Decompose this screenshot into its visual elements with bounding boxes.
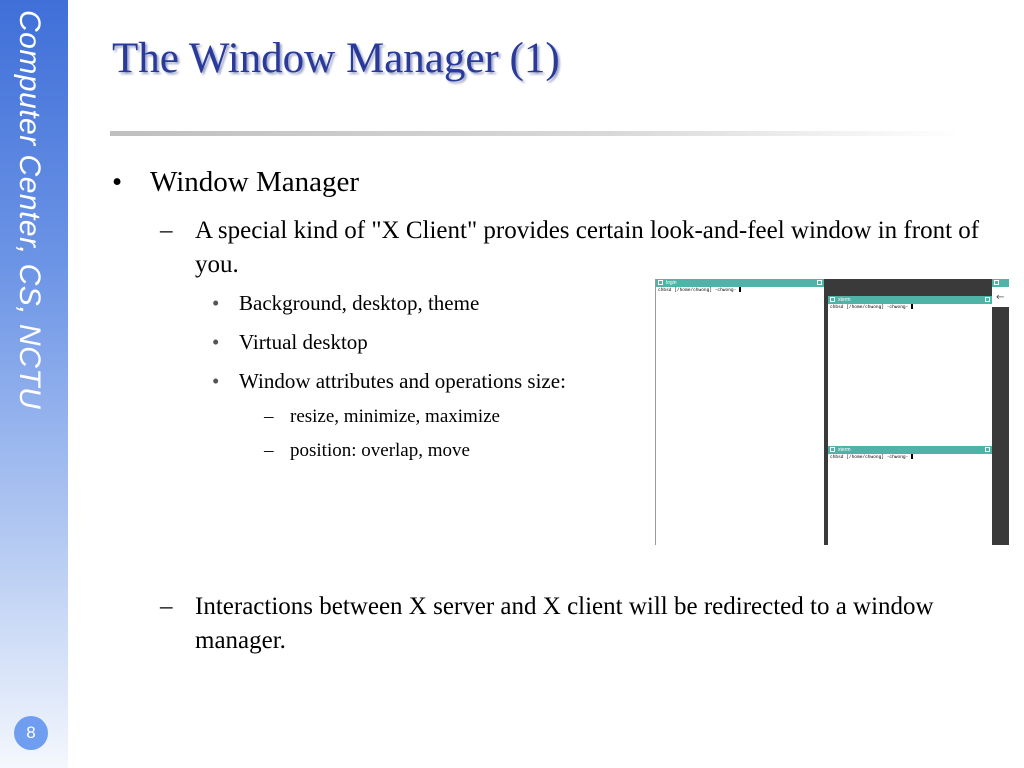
subsub-text: position: overlap, move bbox=[290, 440, 470, 461]
window-titlebar[interactable] bbox=[828, 296, 992, 304]
dash-marker: – bbox=[160, 217, 173, 244]
dash-item-text: A special kind of "X Client" provides certain look-and-feel window in front of you. bbox=[195, 217, 980, 278]
maximize-icon[interactable] bbox=[985, 447, 990, 452]
subsub-item-position bbox=[264, 440, 470, 462]
sub-bullet-text: Window attributes and operations size: bbox=[239, 369, 566, 393]
dash-marker: – bbox=[160, 593, 173, 620]
window-manager-screenshot bbox=[655, 279, 1009, 545]
sidebar bbox=[0, 0, 68, 768]
window-title: xterm bbox=[838, 447, 851, 453]
desktop-right-strip bbox=[992, 307, 1009, 545]
window-menu-icon[interactable] bbox=[658, 280, 663, 285]
cursor-icon bbox=[911, 454, 913, 459]
sub-bullet-virtual-desktop bbox=[212, 330, 368, 355]
window-title: login bbox=[666, 280, 677, 286]
window-menu-icon[interactable] bbox=[830, 297, 835, 302]
sub-bullet-marker: • bbox=[212, 330, 220, 354]
sub-bullet-marker: • bbox=[212, 369, 220, 393]
bullet-marker: • bbox=[112, 166, 123, 198]
desktop-background bbox=[824, 279, 1009, 297]
title-divider bbox=[110, 131, 960, 136]
subsub-marker: – bbox=[264, 440, 274, 461]
cursor-icon bbox=[911, 304, 913, 309]
window-title: xterm bbox=[838, 297, 851, 303]
window-menu-icon[interactable] bbox=[830, 447, 835, 452]
sub-bullet-marker: • bbox=[212, 291, 220, 315]
slide-title: The Window Manager (1) bbox=[112, 35, 560, 82]
window-menu-icon[interactable] bbox=[994, 280, 999, 285]
page-number-badge: 8 bbox=[14, 716, 48, 750]
subsub-text: resize, minimize, maximize bbox=[290, 406, 500, 427]
sub-bullet-background bbox=[212, 291, 479, 316]
subsub-item-resize bbox=[264, 406, 500, 428]
cursor-icon bbox=[739, 287, 741, 292]
maximize-icon[interactable] bbox=[817, 280, 822, 285]
window-titlebar[interactable] bbox=[992, 279, 1009, 287]
dash-item-text: Interactions between X server and X client will be redirected to a window manager. bbox=[195, 593, 934, 654]
terminal-window-left[interactable] bbox=[656, 279, 824, 545]
terminal-window-top-right[interactable] bbox=[828, 296, 992, 446]
terminal-window-bottom-right[interactable] bbox=[828, 446, 992, 545]
sidebar-label: Computer Center, CS, NCTU bbox=[13, 10, 46, 410]
arrow-left-icon: ← bbox=[996, 292, 1005, 303]
terminal-prompt: chbsd [/home/chwong] -chwong- bbox=[656, 287, 824, 294]
sub-bullet-text: Virtual desktop bbox=[239, 330, 368, 354]
sub-bullet-window-attributes bbox=[212, 369, 566, 394]
terminal-prompt: chbsd [/home/chwong] -chwong- bbox=[828, 454, 992, 461]
maximize-icon[interactable] bbox=[985, 297, 990, 302]
subsub-marker: – bbox=[264, 406, 274, 427]
bullet-window-manager bbox=[112, 166, 359, 199]
sub-bullet-text: Background, desktop, theme bbox=[239, 291, 480, 315]
window-titlebar[interactable] bbox=[828, 446, 992, 454]
bullet-text: Window Manager bbox=[150, 166, 360, 198]
window-titlebar[interactable] bbox=[656, 279, 824, 287]
terminal-prompt: chbsd [/home/chwong] -chwong- bbox=[828, 304, 992, 311]
